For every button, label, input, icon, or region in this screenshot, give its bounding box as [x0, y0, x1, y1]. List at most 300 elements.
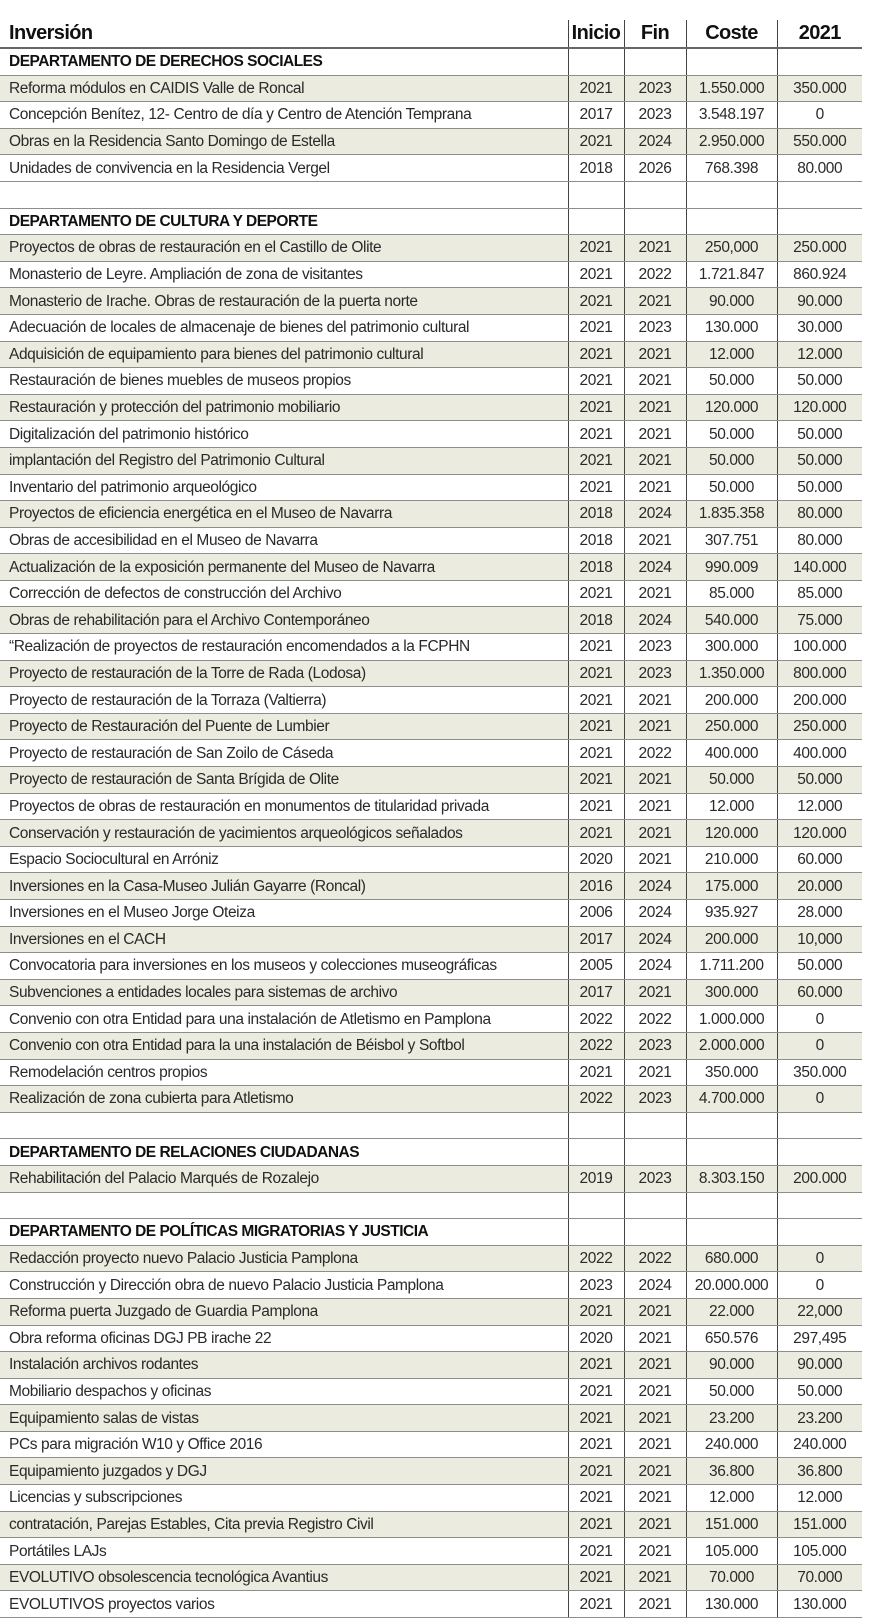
inicio-year: 2021 [568, 1405, 624, 1432]
coste-value: 12.000 [686, 793, 777, 820]
empty-cell-name [0, 1112, 568, 1139]
fin-year: 2021 [624, 713, 686, 740]
fin-year: 2021 [624, 235, 686, 262]
coste-value: 105.000 [686, 1538, 777, 1565]
table-row [0, 314, 862, 341]
table-row [0, 1272, 862, 1299]
investment-name: Convenio con otra Entidad para la una instalación de Béisbol y Softbol [0, 1032, 568, 1059]
investment-name: Restauración de bienes muebles de museos propios [0, 368, 568, 395]
amount-2021: 23.200 [777, 1405, 862, 1432]
department-heading-row [0, 1139, 862, 1166]
amount-2021: 0 [777, 1245, 862, 1272]
fin-year: 2021 [624, 1591, 686, 1618]
coste-value: 768.398 [686, 155, 777, 182]
investment-name: Convocatoria para inversiones en los museos y colecciones museográficas [0, 953, 568, 980]
amount-2021: 20.000 [777, 873, 862, 900]
amount-2021: 240.000 [777, 1431, 862, 1458]
table-row [0, 394, 862, 421]
coste-value: 307.751 [686, 527, 777, 554]
investment-name: Proyecto de restauración de Santa Brígida de Olite [0, 767, 568, 794]
fin-year: 2021 [624, 288, 686, 315]
inicio-year: 2021 [568, 314, 624, 341]
inicio-year: 2018 [568, 554, 624, 581]
coste-value: 4.700.000 [686, 1086, 777, 1113]
investment-name: Proyecto de restauración de la Torre de Rada (Lodosa) [0, 660, 568, 687]
investment-name: Proyecto de restauración de la Torraza (Valtierra) [0, 687, 568, 714]
fin-year: 2026 [624, 155, 686, 182]
fin-year: 2021 [624, 580, 686, 607]
fin-year: 2021 [624, 341, 686, 368]
amount-2021: 0 [777, 1086, 862, 1113]
investment-name: Monasterio de Leyre. Ampliación de zona de visitantes [0, 261, 568, 288]
amount-2021: 151.000 [777, 1511, 862, 1538]
investment-name: Proyectos de obras de restauración en monumentos de titularidad privada [0, 793, 568, 820]
fin-year: 2021 [624, 1059, 686, 1086]
investment-name: Equipamiento juzgados y DGJ [0, 1458, 568, 1485]
amount-2021: 800.000 [777, 660, 862, 687]
investment-name: Proyectos de eficiencia energética en el Museo de Navarra [0, 501, 568, 528]
fin-year: 2024 [624, 873, 686, 900]
fin-year: 2021 [624, 1458, 686, 1485]
investment-name: Proyectos de obras de restauración en el Castillo de Olite [0, 235, 568, 262]
inicio-year: 2021 [568, 1352, 624, 1379]
investment-name: PCs para migración W10 y Office 2016 [0, 1431, 568, 1458]
coste-value: 70.000 [686, 1564, 777, 1591]
inicio-year: 2021 [568, 660, 624, 687]
spacer-row [0, 181, 862, 208]
amount-2021: 50.000 [777, 767, 862, 794]
empty-cell-fin [624, 181, 686, 208]
amount-2021: 0 [777, 1272, 862, 1299]
fin-year: 2021 [624, 1352, 686, 1379]
coste-value: 2.950.000 [686, 128, 777, 155]
fin-year: 2024 [624, 128, 686, 155]
investment-name: Adquisición de equipamiento para bienes del patrimonio cultural [0, 341, 568, 368]
amount-2021: 90.000 [777, 288, 862, 315]
inicio-year: 2021 [568, 1564, 624, 1591]
inicio-year: 2021 [568, 1431, 624, 1458]
inicio-year: 2021 [568, 634, 624, 661]
table-row [0, 341, 862, 368]
inicio-year: 2023 [568, 1272, 624, 1299]
empty-cell-2021 [777, 1192, 862, 1219]
investment-name: Obras en la Residencia Santo Domingo de Estella [0, 128, 568, 155]
inicio-year: 2021 [568, 447, 624, 474]
coste-value: 130.000 [686, 1591, 777, 1618]
department-heading: DEPARTAMENTO DE RELACIONES CIUDADANAS [0, 1139, 568, 1166]
amount-2021: 50.000 [777, 447, 862, 474]
amount-2021: 860.924 [777, 261, 862, 288]
investment-name: contratación, Parejas Estables, Cita previa Registro Civil [0, 1511, 568, 1538]
inicio-year: 2021 [568, 713, 624, 740]
inicio-year: 2021 [568, 687, 624, 714]
coste-value: 50.000 [686, 767, 777, 794]
investment-name: Conservación y restauración de yacimientos arqueológicos señalados [0, 820, 568, 847]
investment-name: implantación del Registro del Patrimonio Cultural [0, 447, 568, 474]
inicio-year: 2019 [568, 1165, 624, 1192]
table-row [0, 1032, 862, 1059]
department-heading-row [0, 208, 862, 235]
coste-value: 175.000 [686, 873, 777, 900]
fin-year: 2021 [624, 979, 686, 1006]
investment-name: Equipamiento salas de vistas [0, 1405, 568, 1432]
table-row [0, 1165, 862, 1192]
investment-name: Obra reforma oficinas DGJ PB irache 22 [0, 1325, 568, 1352]
coste-value: 210.000 [686, 846, 777, 873]
table-row [0, 846, 862, 873]
amount-2021: 70.000 [777, 1564, 862, 1591]
coste-value: 200.000 [686, 687, 777, 714]
fin-year: 2021 [624, 1325, 686, 1352]
coste-value: 12.000 [686, 341, 777, 368]
amount-2021: 50.000 [777, 953, 862, 980]
inicio-year: 2018 [568, 607, 624, 634]
fin-year: 2022 [624, 261, 686, 288]
coste-value: 200.000 [686, 926, 777, 953]
table-row [0, 1485, 862, 1512]
table-row [0, 687, 862, 714]
coste-value: 1.550.000 [686, 75, 777, 102]
coste-value: 400.000 [686, 740, 777, 767]
table-row [0, 740, 862, 767]
inicio-year: 2021 [568, 1378, 624, 1405]
table-row [0, 607, 862, 634]
fin-year: 2021 [624, 1511, 686, 1538]
coste-value: 250.000 [686, 713, 777, 740]
fin-year: 2023 [624, 1032, 686, 1059]
inicio-year: 2021 [568, 394, 624, 421]
table-row [0, 1591, 862, 1618]
fin-year: 2021 [624, 793, 686, 820]
coste-value: 120.000 [686, 394, 777, 421]
amount-2021: 50.000 [777, 421, 862, 448]
table-row [0, 793, 862, 820]
investment-name: Licencias y subscripciones [0, 1485, 568, 1512]
coste-value: 130.000 [686, 314, 777, 341]
coste-value: 990.009 [686, 554, 777, 581]
fin-year: 2024 [624, 900, 686, 927]
amount-2021: 80.000 [777, 501, 862, 528]
table-row [0, 1245, 862, 1272]
empty-cell-inicio [568, 1112, 624, 1139]
department-heading-row [0, 48, 862, 75]
coste-value: 240.000 [686, 1431, 777, 1458]
table-row [0, 288, 862, 315]
inicio-year: 2022 [568, 1032, 624, 1059]
coste-value: 250,000 [686, 235, 777, 262]
fin-year: 2021 [624, 1431, 686, 1458]
department-heading-row [0, 1219, 862, 1246]
empty-cell-coste [686, 1192, 777, 1219]
inicio-year: 2021 [568, 1511, 624, 1538]
amount-2021: 0 [777, 1006, 862, 1033]
fin-year: 2021 [624, 1538, 686, 1565]
table-row [0, 1564, 862, 1591]
fin-year: 2021 [624, 447, 686, 474]
amount-2021: 85.000 [777, 580, 862, 607]
amount-2021: 250.000 [777, 713, 862, 740]
inicio-year: 2021 [568, 1458, 624, 1485]
table-row [0, 1325, 862, 1352]
inicio-year: 2018 [568, 527, 624, 554]
fin-year: 2021 [624, 421, 686, 448]
amount-2021: 28.000 [777, 900, 862, 927]
coste-value: 8.303.150 [686, 1165, 777, 1192]
table-row [0, 447, 862, 474]
table-row [0, 554, 862, 581]
investment-name: Obras de accesibilidad en el Museo de Navarra [0, 527, 568, 554]
investment-name: Monasterio de Irache. Obras de restauración de la puerta norte [0, 288, 568, 315]
fin-year: 2024 [624, 953, 686, 980]
empty-cell-coste [686, 1219, 777, 1246]
coste-value: 90.000 [686, 1352, 777, 1379]
investment-name: Reforma puerta Juzgado de Guardia Pamplona [0, 1298, 568, 1325]
coste-value: 50.000 [686, 1378, 777, 1405]
investment-name: EVOLUTIVO obsolescencia tecnológica Avantius [0, 1564, 568, 1591]
investment-table-container [0, 20, 862, 1618]
fin-year: 2023 [624, 75, 686, 102]
fin-year: 2022 [624, 1006, 686, 1033]
amount-2021: 22,000 [777, 1298, 862, 1325]
investment-name: Inversiones en el CACH [0, 926, 568, 953]
table-row [0, 660, 862, 687]
investment-name: Digitalización del patrimonio histórico [0, 421, 568, 448]
empty-cell-2021 [777, 208, 862, 235]
coste-value: 3.548.197 [686, 102, 777, 129]
table-header-row [0, 20, 862, 48]
investment-name: Construcción y Dirección obra de nuevo Palacio Justicia Pamplona [0, 1272, 568, 1299]
empty-cell-fin [624, 48, 686, 75]
investment-name: “Realización de proyectos de restauración encomendados a la FCPHN [0, 634, 568, 661]
coste-value: 1.350.000 [686, 660, 777, 687]
inicio-year: 2021 [568, 1485, 624, 1512]
inicio-year: 2018 [568, 155, 624, 182]
coste-value: 22.000 [686, 1298, 777, 1325]
fin-year: 2021 [624, 1405, 686, 1432]
coste-value: 350.000 [686, 1059, 777, 1086]
amount-2021: 60.000 [777, 979, 862, 1006]
coste-value: 12.000 [686, 1485, 777, 1512]
inicio-year: 2006 [568, 900, 624, 927]
fin-year: 2021 [624, 1564, 686, 1591]
coste-value: 50.000 [686, 474, 777, 501]
table-row [0, 1298, 862, 1325]
table-row [0, 979, 862, 1006]
fin-year: 2024 [624, 926, 686, 953]
fin-year: 2022 [624, 740, 686, 767]
amount-2021: 350.000 [777, 75, 862, 102]
amount-2021: 140.000 [777, 554, 862, 581]
investment-name: Corrección de defectos de construcción del Archivo [0, 580, 568, 607]
amount-2021: 200.000 [777, 687, 862, 714]
inicio-year: 2021 [568, 235, 624, 262]
fin-year: 2024 [624, 1272, 686, 1299]
department-heading: DEPARTAMENTO DE CULTURA Y DEPORTE [0, 208, 568, 235]
investment-name: Mobiliario despachos y oficinas [0, 1378, 568, 1405]
amount-2021: 0 [777, 1032, 862, 1059]
investment-name: Actualización de la exposición permanente del Museo de Navarra [0, 554, 568, 581]
coste-value: 23.200 [686, 1405, 777, 1432]
amount-2021: 400.000 [777, 740, 862, 767]
inicio-year: 2017 [568, 979, 624, 1006]
coste-value: 300.000 [686, 979, 777, 1006]
inicio-year: 2017 [568, 926, 624, 953]
department-heading: DEPARTAMENTO DE DERECHOS SOCIALES [0, 48, 568, 75]
coste-value: 50.000 [686, 368, 777, 395]
table-row [0, 1405, 862, 1432]
table-row [0, 1059, 862, 1086]
table-row [0, 155, 862, 182]
inicio-year: 2005 [568, 953, 624, 980]
amount-2021: 100.000 [777, 634, 862, 661]
empty-cell-2021 [777, 1139, 862, 1166]
investment-name: Proyecto de restauración de San Zoilo de Cáseda [0, 740, 568, 767]
coste-value: 20.000.000 [686, 1272, 777, 1299]
amount-2021: 130.000 [777, 1591, 862, 1618]
investment-name: Remodelación centros propios [0, 1059, 568, 1086]
table-body [0, 48, 862, 1618]
table-row [0, 713, 862, 740]
investment-table [0, 20, 862, 1618]
inicio-year: 2021 [568, 740, 624, 767]
amount-2021: 50.000 [777, 368, 862, 395]
empty-cell-name [0, 1192, 568, 1219]
inicio-year: 2016 [568, 873, 624, 900]
coste-value: 120.000 [686, 820, 777, 847]
amount-2021: 50.000 [777, 1378, 862, 1405]
column-header-coste: Coste [686, 20, 777, 48]
amount-2021: 80.000 [777, 527, 862, 554]
inicio-year: 2021 [568, 1538, 624, 1565]
table-row [0, 1538, 862, 1565]
investment-name: Inversiones en el Museo Jorge Oteiza [0, 900, 568, 927]
investment-name: EVOLUTIVOS proyectos varios [0, 1591, 568, 1618]
column-header-inversion: Inversión [0, 20, 568, 48]
fin-year: 2021 [624, 368, 686, 395]
amount-2021: 0 [777, 102, 862, 129]
empty-cell-2021 [777, 181, 862, 208]
inicio-year: 2017 [568, 102, 624, 129]
coste-value: 300.000 [686, 634, 777, 661]
table-row [0, 75, 862, 102]
amount-2021: 80.000 [777, 155, 862, 182]
coste-value: 1.711.200 [686, 953, 777, 980]
table-row [0, 501, 862, 528]
table-row [0, 1378, 862, 1405]
inicio-year: 2020 [568, 1325, 624, 1352]
inicio-year: 2021 [568, 1059, 624, 1086]
fin-year: 2023 [624, 102, 686, 129]
table-row [0, 873, 862, 900]
amount-2021: 120.000 [777, 394, 862, 421]
empty-cell-fin [624, 1192, 686, 1219]
table-row [0, 261, 862, 288]
table-row [0, 1511, 862, 1538]
column-header-2021: 2021 [777, 20, 862, 48]
table-row [0, 820, 862, 847]
fin-year: 2021 [624, 527, 686, 554]
coste-value: 935.927 [686, 900, 777, 927]
inicio-year: 2021 [568, 288, 624, 315]
empty-cell-inicio [568, 1192, 624, 1219]
coste-value: 680.000 [686, 1245, 777, 1272]
table-row [0, 1086, 862, 1113]
fin-year: 2021 [624, 1298, 686, 1325]
investment-name: Concepción Benítez, 12- Centro de día y Centro de Atención Temprana [0, 102, 568, 129]
coste-value: 2.000.000 [686, 1032, 777, 1059]
table-row [0, 474, 862, 501]
fin-year: 2021 [624, 1485, 686, 1512]
amount-2021: 36.800 [777, 1458, 862, 1485]
inicio-year: 2021 [568, 421, 624, 448]
amount-2021: 60.000 [777, 846, 862, 873]
coste-value: 540.000 [686, 607, 777, 634]
investment-name: Convenio con otra Entidad para una instalación de Atletismo en Pamplona [0, 1006, 568, 1033]
fin-year: 2023 [624, 634, 686, 661]
fin-year: 2023 [624, 314, 686, 341]
coste-value: 50.000 [686, 447, 777, 474]
table-row [0, 580, 862, 607]
empty-cell-inicio [568, 181, 624, 208]
empty-cell-coste [686, 1139, 777, 1166]
empty-cell-fin [624, 1139, 686, 1166]
inicio-year: 2021 [568, 341, 624, 368]
inicio-year: 2021 [568, 128, 624, 155]
empty-cell-2021 [777, 1112, 862, 1139]
coste-value: 650.576 [686, 1325, 777, 1352]
inicio-year: 2021 [568, 75, 624, 102]
table-row [0, 1458, 862, 1485]
amount-2021: 12.000 [777, 1485, 862, 1512]
coste-value: 1.000.000 [686, 1006, 777, 1033]
column-header-inicio: Inicio [568, 20, 624, 48]
amount-2021: 12.000 [777, 793, 862, 820]
table-row [0, 767, 862, 794]
investment-name: Subvenciones a entidades locales para sistemas de archivo [0, 979, 568, 1006]
table-row [0, 953, 862, 980]
table-row [0, 1431, 862, 1458]
amount-2021: 30.000 [777, 314, 862, 341]
investment-name: Restauración y protección del patrimonio mobiliario [0, 394, 568, 421]
table-row [0, 1006, 862, 1033]
inicio-year: 2021 [568, 368, 624, 395]
empty-cell-inicio [568, 208, 624, 235]
empty-cell-fin [624, 208, 686, 235]
empty-cell-2021 [777, 1219, 862, 1246]
fin-year: 2023 [624, 660, 686, 687]
investment-name: Rehabilitación del Palacio Marqués de Rozalejo [0, 1165, 568, 1192]
coste-value: 85.000 [686, 580, 777, 607]
spacer-row [0, 1192, 862, 1219]
inicio-year: 2018 [568, 501, 624, 528]
inicio-year: 2021 [568, 767, 624, 794]
amount-2021: 350.000 [777, 1059, 862, 1086]
investment-name: Inventario del patrimonio arqueológico [0, 474, 568, 501]
table-row [0, 368, 862, 395]
inicio-year: 2022 [568, 1006, 624, 1033]
fin-year: 2024 [624, 554, 686, 581]
amount-2021: 550.000 [777, 128, 862, 155]
amount-2021: 50.000 [777, 474, 862, 501]
empty-cell-fin [624, 1112, 686, 1139]
empty-cell-coste [686, 48, 777, 75]
inicio-year: 2021 [568, 580, 624, 607]
table-row [0, 235, 862, 262]
fin-year: 2023 [624, 1086, 686, 1113]
investment-name: Realización de zona cubierta para Atletismo [0, 1086, 568, 1113]
fin-year: 2022 [624, 1245, 686, 1272]
coste-value: 1.835.358 [686, 501, 777, 528]
